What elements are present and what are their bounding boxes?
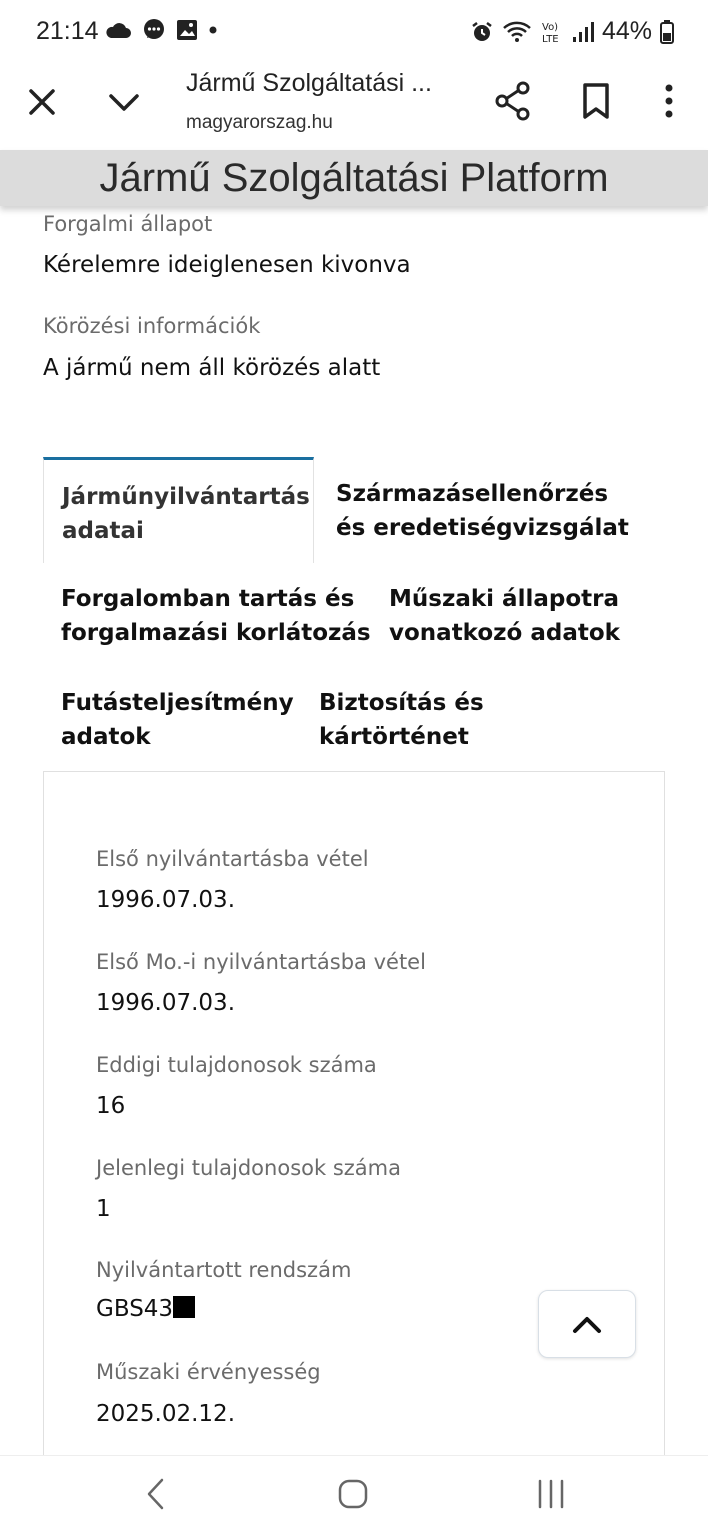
tab-title[interactable]: Jármű Szolgáltatási ...	[186, 69, 432, 97]
dot-icon	[208, 25, 218, 35]
tab-vehicle-registry[interactable]	[43, 457, 314, 563]
browser-toolbar	[0, 66, 708, 150]
tab-label-line2: adatok	[61, 724, 151, 750]
system-nav-bar	[0, 1455, 708, 1535]
wanted-info-value: A jármű nem áll körözés alatt	[43, 355, 381, 381]
bookmark-icon[interactable]	[576, 80, 616, 122]
share-icon[interactable]	[492, 80, 534, 122]
tab-label-line2: kártörténet	[319, 724, 469, 750]
plate-number-label: Nyilvántartott rendszám	[96, 1258, 352, 1282]
tab-insurance-history[interactable]	[319, 686, 539, 754]
tab-label-line1: Forgalomban tartás és	[61, 586, 355, 612]
chevron-up-icon	[571, 1313, 603, 1335]
signal-icon	[572, 21, 594, 43]
tab-label-line2: és eredetiségvizsgálat	[336, 515, 629, 541]
redaction-block	[173, 1296, 195, 1318]
previous-owners-value: 16	[96, 1093, 126, 1119]
scroll-top-button[interactable]	[538, 1290, 636, 1358]
back-icon[interactable]	[140, 1476, 172, 1512]
volte-icon	[540, 19, 564, 45]
first-hu-registration-label: Első Mo.-i nyilvántartásba vétel	[96, 950, 426, 974]
plate-number-value: GBS43	[96, 1296, 174, 1322]
tab-label-line1: Járműnyilvántartás	[62, 484, 310, 510]
plate-number-field	[96, 1296, 195, 1322]
close-icon[interactable]	[22, 82, 62, 122]
battery-percent: 44%	[601, 17, 652, 45]
chat-icon	[142, 18, 166, 42]
first-registration-value: 1996.07.03.	[96, 887, 235, 913]
url-text[interactable]: magyarorszag.hu	[186, 112, 333, 133]
svg-text:LTE: LTE	[541, 33, 559, 45]
wifi-icon	[502, 20, 532, 44]
status-bar	[0, 0, 708, 66]
previous-owners-label: Eddigi tulajdonosok száma	[96, 1053, 377, 1077]
tab-label-line1: Futásteljesítmény	[61, 690, 294, 716]
tab-label-line2: adatai	[62, 518, 144, 544]
page-title: Jármű Szolgáltatási Platform	[99, 156, 609, 200]
home-icon[interactable]	[336, 1476, 372, 1512]
more-vertical-icon[interactable]	[652, 80, 686, 122]
page-header	[0, 150, 708, 206]
cloud-icon	[104, 20, 132, 40]
alarm-icon	[470, 20, 494, 44]
tab-traffic-restrictions[interactable]	[61, 582, 371, 650]
tab-label-line2: vonatkozó adatok	[389, 620, 620, 646]
tab-label-line1: Származásellenőrzés	[336, 481, 609, 507]
first-hu-registration-value: 1996.07.03.	[96, 990, 235, 1016]
technical-validity-label: Műszaki érvényesség	[96, 1360, 321, 1384]
image-icon	[176, 19, 198, 41]
svg-text:Vo): Vo)	[541, 21, 559, 33]
chevron-down-icon[interactable]	[104, 82, 144, 122]
technical-validity-value: 2025.02.12.	[96, 1401, 235, 1427]
tab-label-line1: Műszaki állapotra	[389, 586, 619, 612]
tab-label-line1: Biztosítás és	[319, 690, 484, 716]
status-time: 21:14	[36, 17, 99, 45]
wanted-info-label: Körözési információk	[43, 314, 261, 338]
current-owners-label: Jelenlegi tulajdonosok száma	[96, 1156, 401, 1180]
battery-icon	[660, 20, 674, 44]
system-icons	[470, 17, 674, 46]
first-registration-label: Első nyilvántartásba vétel	[96, 847, 369, 871]
recent-apps-icon[interactable]	[534, 1476, 570, 1512]
traffic-status-value: Kérelemre ideiglenesen kivonva	[43, 252, 411, 278]
notification-icons	[104, 18, 218, 42]
traffic-status-label: Forgalmi állapot	[43, 212, 213, 236]
current-owners-value: 1	[96, 1196, 111, 1222]
tab-label-line2: forgalmazási korlátozás	[61, 620, 371, 646]
tab-mileage[interactable]	[61, 686, 301, 754]
tab-origin-check[interactable]	[336, 477, 656, 545]
tab-technical-condition[interactable]	[389, 582, 669, 650]
